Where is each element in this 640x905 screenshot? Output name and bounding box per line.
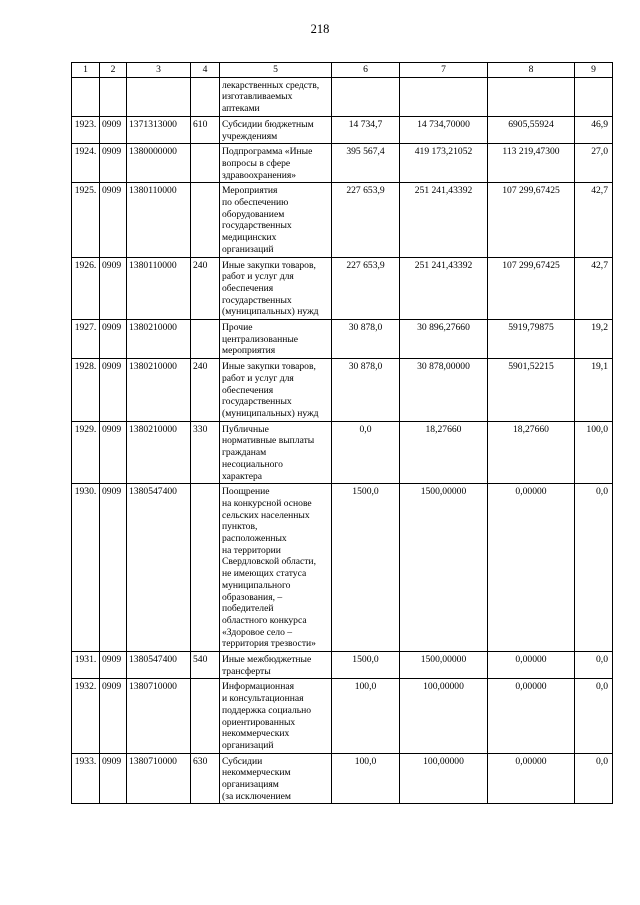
item-name-line: аптеками bbox=[222, 103, 260, 115]
item-name-line: работ и услуг для bbox=[222, 372, 294, 384]
refined-amount: 1500,00000 bbox=[400, 484, 488, 652]
row-number bbox=[72, 77, 100, 116]
expense-type-code bbox=[191, 320, 220, 359]
item-name-line: государственных bbox=[222, 294, 292, 306]
item-name-line: характера bbox=[222, 470, 263, 482]
table-row bbox=[72, 144, 613, 183]
item-name-line: победителей bbox=[222, 603, 274, 615]
item-name-line: Субсидии bbox=[222, 755, 263, 767]
executed-amount: 0,00000 bbox=[488, 652, 575, 679]
section-code: 0909 bbox=[100, 484, 127, 652]
table-body bbox=[72, 77, 613, 804]
target-article-code: 1380547400 bbox=[127, 484, 191, 652]
execution-percent: 0,0 bbox=[575, 652, 613, 679]
item-name-line: лекарственных средств, bbox=[222, 79, 320, 91]
execution-percent: 42,7 bbox=[575, 183, 613, 257]
approved-amount: 30 878,0 bbox=[332, 359, 400, 422]
budget-table bbox=[71, 62, 613, 804]
table-row bbox=[72, 257, 613, 320]
item-name-line: организаций bbox=[222, 739, 274, 751]
item-name-line: централизованные bbox=[222, 333, 299, 345]
item-name-line: территория трезвости» bbox=[222, 638, 316, 650]
refined-amount: 30 878,00000 bbox=[400, 359, 488, 422]
table-row bbox=[72, 679, 613, 753]
refined-amount: 419 173,21052 bbox=[400, 144, 488, 183]
expense-type-code bbox=[191, 183, 220, 257]
table-row bbox=[72, 183, 613, 257]
target-article-code: 1380110000 bbox=[127, 257, 191, 320]
table-row bbox=[72, 359, 613, 422]
column-header: 5 bbox=[220, 63, 332, 78]
item-name-line: на конкурсной основе bbox=[222, 497, 312, 509]
approved-amount bbox=[332, 77, 400, 116]
execution-percent: 19,2 bbox=[575, 320, 613, 359]
table-row bbox=[72, 77, 613, 116]
column-header: 2 bbox=[100, 63, 127, 78]
expense-type-code bbox=[191, 679, 220, 753]
section-code: 0909 bbox=[100, 679, 127, 753]
expense-type-code bbox=[191, 77, 220, 116]
item-name-line: изготавливаемых bbox=[222, 91, 293, 103]
item-name bbox=[220, 484, 332, 652]
refined-amount: 251 241,43392 bbox=[400, 257, 488, 320]
page-number: 218 bbox=[310, 22, 330, 36]
target-article-code: 1380110000 bbox=[127, 183, 191, 257]
target-article-code: 1380547400 bbox=[127, 652, 191, 679]
row-number: 1924. bbox=[72, 144, 100, 183]
expense-type-code: 610 bbox=[191, 116, 220, 143]
table-row bbox=[72, 652, 613, 679]
executed-amount: 107 299,67425 bbox=[488, 257, 575, 320]
item-name bbox=[220, 753, 332, 804]
row-number: 1927. bbox=[72, 320, 100, 359]
item-name-line: несоциального bbox=[222, 458, 283, 470]
section-code: 0909 bbox=[100, 144, 127, 183]
item-name bbox=[220, 144, 332, 183]
row-number: 1929. bbox=[72, 421, 100, 484]
table-row bbox=[72, 484, 613, 652]
row-number: 1923. bbox=[72, 116, 100, 143]
executed-amount: 0,00000 bbox=[488, 753, 575, 804]
refined-amount: 100,00000 bbox=[400, 679, 488, 753]
item-name-line: образования, – bbox=[222, 591, 283, 603]
target-article-code: 1380210000 bbox=[127, 359, 191, 422]
section-code: 0909 bbox=[100, 257, 127, 320]
refined-amount bbox=[400, 77, 488, 116]
refined-amount: 100,00000 bbox=[400, 753, 488, 804]
item-name bbox=[220, 679, 332, 753]
item-name-line: мероприятия bbox=[222, 345, 276, 357]
item-name bbox=[220, 652, 332, 679]
executed-amount: 0,00000 bbox=[488, 484, 575, 652]
target-article-code: 1380710000 bbox=[127, 753, 191, 804]
item-name-line: медицинских bbox=[222, 232, 277, 244]
target-article-code: 1380710000 bbox=[127, 679, 191, 753]
column-header: 1 bbox=[72, 63, 100, 78]
item-name-line: Публичные bbox=[222, 423, 269, 435]
item-name-line: Иные закупки товаров, bbox=[222, 361, 316, 373]
approved-amount: 0,0 bbox=[332, 421, 400, 484]
execution-percent: 46,9 bbox=[575, 116, 613, 143]
item-name-line: «Здоровое село – bbox=[222, 626, 293, 638]
column-header: 3 bbox=[127, 63, 191, 78]
item-name-line: оборудованием bbox=[222, 208, 285, 220]
item-name-line: и консультационная bbox=[222, 693, 304, 705]
executed-amount: 5919,79875 bbox=[488, 320, 575, 359]
approved-amount: 1500,0 bbox=[332, 652, 400, 679]
execution-percent: 0,0 bbox=[575, 753, 613, 804]
refined-amount: 30 896,27660 bbox=[400, 320, 488, 359]
section-code: 0909 bbox=[100, 652, 127, 679]
item-name bbox=[220, 183, 332, 257]
item-name bbox=[220, 421, 332, 484]
item-name-line: учреждениям bbox=[222, 130, 278, 142]
approved-amount: 227 653,9 bbox=[332, 257, 400, 320]
row-number: 1930. bbox=[72, 484, 100, 652]
approved-amount: 30 878,0 bbox=[332, 320, 400, 359]
item-name-line: расположенных bbox=[222, 533, 287, 545]
item-name bbox=[220, 257, 332, 320]
item-name-line: по обеспечению bbox=[222, 197, 289, 209]
expense-type-code: 240 bbox=[191, 257, 220, 320]
executed-amount: 18,27660 bbox=[488, 421, 575, 484]
item-name-line: государственных bbox=[222, 396, 292, 408]
column-header: 4 bbox=[191, 63, 220, 78]
column-header: 7 bbox=[400, 63, 488, 78]
refined-amount: 18,27660 bbox=[400, 421, 488, 484]
section-code: 0909 bbox=[100, 116, 127, 143]
item-name-line: здравоохранения» bbox=[222, 169, 297, 181]
section-code: 0909 bbox=[100, 320, 127, 359]
executed-amount: 113 219,47300 bbox=[488, 144, 575, 183]
item-name-line: Иные закупки товаров, bbox=[222, 259, 316, 271]
refined-amount: 251 241,43392 bbox=[400, 183, 488, 257]
execution-percent: 42,7 bbox=[575, 257, 613, 320]
item-name-line: трансферты bbox=[222, 665, 271, 677]
approved-amount: 1500,0 bbox=[332, 484, 400, 652]
item-name-line: организаций bbox=[222, 243, 274, 255]
column-header: 9 bbox=[575, 63, 613, 78]
item-name-line: Подпрограмма «Иные bbox=[222, 146, 313, 158]
item-name-line: организациям bbox=[222, 779, 279, 791]
expense-type-code bbox=[191, 144, 220, 183]
executed-amount: 0,00000 bbox=[488, 679, 575, 753]
item-name-line: Прочие bbox=[222, 322, 253, 334]
table-row bbox=[72, 116, 613, 143]
approved-amount: 14 734,7 bbox=[332, 116, 400, 143]
table-row bbox=[72, 421, 613, 484]
item-name-line: пунктов, bbox=[222, 521, 258, 533]
section-code: 0909 bbox=[100, 753, 127, 804]
row-number: 1925. bbox=[72, 183, 100, 257]
target-article-code: 1380000000 bbox=[127, 144, 191, 183]
row-number: 1932. bbox=[72, 679, 100, 753]
approved-amount: 227 653,9 bbox=[332, 183, 400, 257]
execution-percent: 19,1 bbox=[575, 359, 613, 422]
item-name-line: государственных bbox=[222, 220, 292, 232]
target-article-code: 1380210000 bbox=[127, 421, 191, 484]
item-name-line: обеспечения bbox=[222, 384, 274, 396]
table-row bbox=[72, 320, 613, 359]
item-name-line: гражданам bbox=[222, 447, 267, 459]
item-name-line: некоммерческих bbox=[222, 728, 290, 740]
item-name-line: Информационная bbox=[222, 681, 294, 693]
section-code bbox=[100, 77, 127, 116]
refined-amount: 1500,00000 bbox=[400, 652, 488, 679]
section-code: 0909 bbox=[100, 421, 127, 484]
item-name-line: ориентированных bbox=[222, 716, 296, 728]
item-name-line: некоммерческим bbox=[222, 767, 291, 779]
item-name-line: Поощрение bbox=[222, 486, 270, 498]
section-code: 0909 bbox=[100, 183, 127, 257]
item-name bbox=[220, 116, 332, 143]
column-header: 8 bbox=[488, 63, 575, 78]
approved-amount: 395 567,4 bbox=[332, 144, 400, 183]
row-number: 1931. bbox=[72, 652, 100, 679]
expense-type-code: 330 bbox=[191, 421, 220, 484]
expense-type-code bbox=[191, 484, 220, 652]
item-name bbox=[220, 359, 332, 422]
item-name-line: нормативные выплаты bbox=[222, 435, 315, 447]
row-number: 1928. bbox=[72, 359, 100, 422]
target-article-code: 1380210000 bbox=[127, 320, 191, 359]
row-number: 1926. bbox=[72, 257, 100, 320]
approved-amount: 100,0 bbox=[332, 753, 400, 804]
header-row bbox=[72, 63, 613, 78]
item-name-line: (муниципальных) нужд bbox=[222, 407, 319, 419]
item-name-line: областного конкурса bbox=[222, 614, 307, 626]
item-name-line: обеспечения bbox=[222, 282, 274, 294]
executed-amount: 6905,55924 bbox=[488, 116, 575, 143]
executed-amount bbox=[488, 77, 575, 116]
refined-amount: 14 734,70000 bbox=[400, 116, 488, 143]
item-name-line: Свердловской области, bbox=[222, 556, 316, 568]
execution-percent: 27,0 bbox=[575, 144, 613, 183]
section-code: 0909 bbox=[100, 359, 127, 422]
column-header: 6 bbox=[332, 63, 400, 78]
target-article-code bbox=[127, 77, 191, 116]
item-name-line: Иные межбюджетные bbox=[222, 654, 312, 666]
item-name-line: вопросы в сфере bbox=[222, 157, 291, 169]
item-name-line: (муниципальных) нужд bbox=[222, 306, 319, 318]
execution-percent: 100,0 bbox=[575, 421, 613, 484]
item-name-line: работ и услуг для bbox=[222, 271, 294, 283]
table-row bbox=[72, 753, 613, 804]
item-name-line: Субсидии бюджетным bbox=[222, 118, 314, 130]
execution-percent: 0,0 bbox=[575, 679, 613, 753]
item-name-line: Мероприятия bbox=[222, 185, 278, 197]
item-name-line: сельских населенных bbox=[222, 509, 310, 521]
item-name-line: не имеющих статуса bbox=[222, 568, 307, 580]
expense-type-code: 630 bbox=[191, 753, 220, 804]
target-article-code: 1371313000 bbox=[127, 116, 191, 143]
executed-amount: 5901,52215 bbox=[488, 359, 575, 422]
execution-percent bbox=[575, 77, 613, 116]
execution-percent: 0,0 bbox=[575, 484, 613, 652]
row-number: 1933. bbox=[72, 753, 100, 804]
executed-amount: 107 299,67425 bbox=[488, 183, 575, 257]
expense-type-code: 540 bbox=[191, 652, 220, 679]
approved-amount: 100,0 bbox=[332, 679, 400, 753]
item-name bbox=[220, 77, 332, 116]
item-name-line: на территории bbox=[222, 544, 281, 556]
item-name-line: (за исключением bbox=[222, 790, 291, 802]
item-name bbox=[220, 320, 332, 359]
item-name-line: муниципального bbox=[222, 579, 291, 591]
item-name-line: поддержка социально bbox=[222, 704, 312, 716]
expense-type-code: 240 bbox=[191, 359, 220, 422]
